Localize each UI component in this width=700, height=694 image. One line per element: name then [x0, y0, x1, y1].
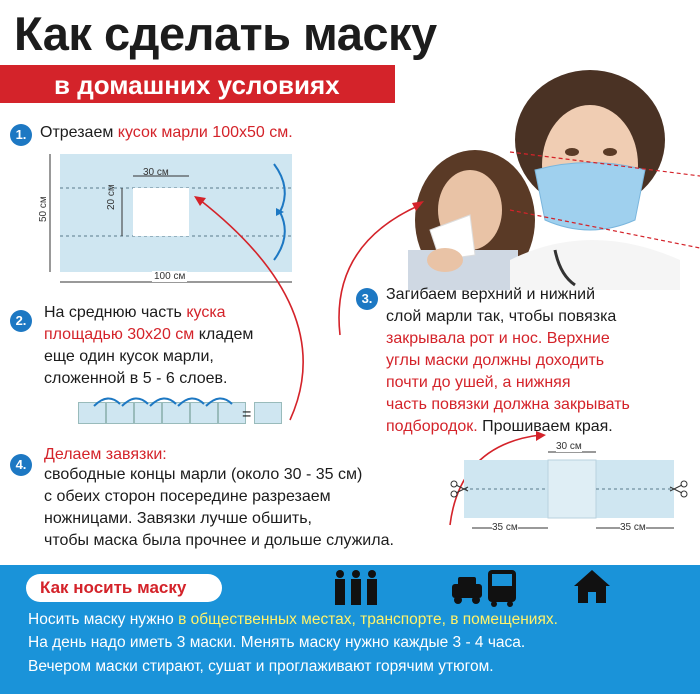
step-4-line-2: с обеих сторон посередине разрезаем	[44, 488, 331, 505]
step-3-number: 3.	[356, 288, 378, 310]
step-4-line-1: свободные концы марли (около 30 - 35 см)	[44, 466, 363, 483]
step-1-number: 1.	[10, 124, 32, 146]
step-1-text	[40, 122, 293, 144]
step-1-dim-30: 30 см	[143, 167, 169, 178]
bus-icon	[488, 570, 516, 607]
page-subtitle: в домашних условиях	[54, 70, 340, 100]
step-4-number: 4.	[10, 454, 32, 476]
step-1-dim-100: 100 см	[154, 271, 186, 282]
step-3-line-2: слой марли так, чтобы повязка	[386, 308, 617, 325]
wear-line-1-yellow: в общественных местах, транспорте, в помещениях.	[178, 611, 558, 628]
step-3-line-4: углы маски должны доходить	[386, 352, 605, 369]
step-2-line-3: еще один кусок марли,	[44, 348, 214, 365]
step-1-text-red: кусок марли 100х50 см.	[117, 124, 293, 141]
people-icon	[335, 570, 377, 605]
step-2-line-4: сложенной в 5 - 6 слоев.	[44, 370, 228, 387]
house-icon	[574, 570, 610, 603]
step-1-dim-50: 50 см	[38, 196, 49, 222]
step-1-dim-20: 20 см	[106, 184, 117, 210]
step-2-number: 2.	[10, 310, 32, 332]
step-3-line-7-red: подбородок.	[386, 418, 478, 435]
step-3-line-3: закрывала рот и нос. Верхние	[386, 330, 610, 347]
step-2-line-2-red: площадью 30х20 см	[44, 326, 195, 343]
step-2-line-1-plain: На среднюю часть	[44, 304, 187, 321]
step-2-line-1-red: куска	[186, 304, 226, 321]
step-4-dim-35-right: 35 см	[620, 522, 646, 533]
step-4-line-3: ножницами. Завязки лучше обшить,	[44, 510, 312, 527]
wear-line-1	[28, 611, 558, 629]
step-4-heading: Делаем завязки:	[44, 446, 167, 463]
page-title: Как сделать маску	[14, 7, 437, 60]
step-1-text-plain: Отрезаем	[40, 124, 118, 141]
step-3-line-1: Загибаем верхний и нижний	[386, 286, 596, 303]
step-3-line-6: часть повязки должна закрывать	[386, 396, 630, 413]
wear-line-3: Вечером маски стирают, сушат и проглаживают горячим утюгом.	[28, 658, 494, 675]
step-4-dim-30: 30 см	[556, 441, 582, 452]
step-4-dim-35-left: 35 см	[492, 522, 518, 533]
step-2-line-2-plain: кладем	[194, 326, 254, 343]
how-to-wear-label: Как носить маску	[40, 578, 187, 597]
masked-nurse-illustration	[510, 70, 680, 290]
step-4-ties-diagram	[448, 440, 690, 540]
step-3-line-7-plain: Прошиваем края.	[477, 418, 613, 435]
wear-icons	[330, 568, 630, 608]
equals-sign: =	[242, 406, 252, 423]
step-4-line-4: чтобы маска была прочнее и дольше служила.	[44, 532, 394, 549]
taxi-icon	[452, 577, 482, 604]
wear-line-1-plain: Носить маску нужно	[28, 611, 179, 628]
wear-line-2: На день надо иметь 3 маски. Менять маску нужно каждые 3 - 4 часа.	[28, 634, 526, 651]
step-3-line-5: почти до ушей, а нижняя	[386, 374, 571, 391]
step-3-line-7	[386, 416, 613, 438]
